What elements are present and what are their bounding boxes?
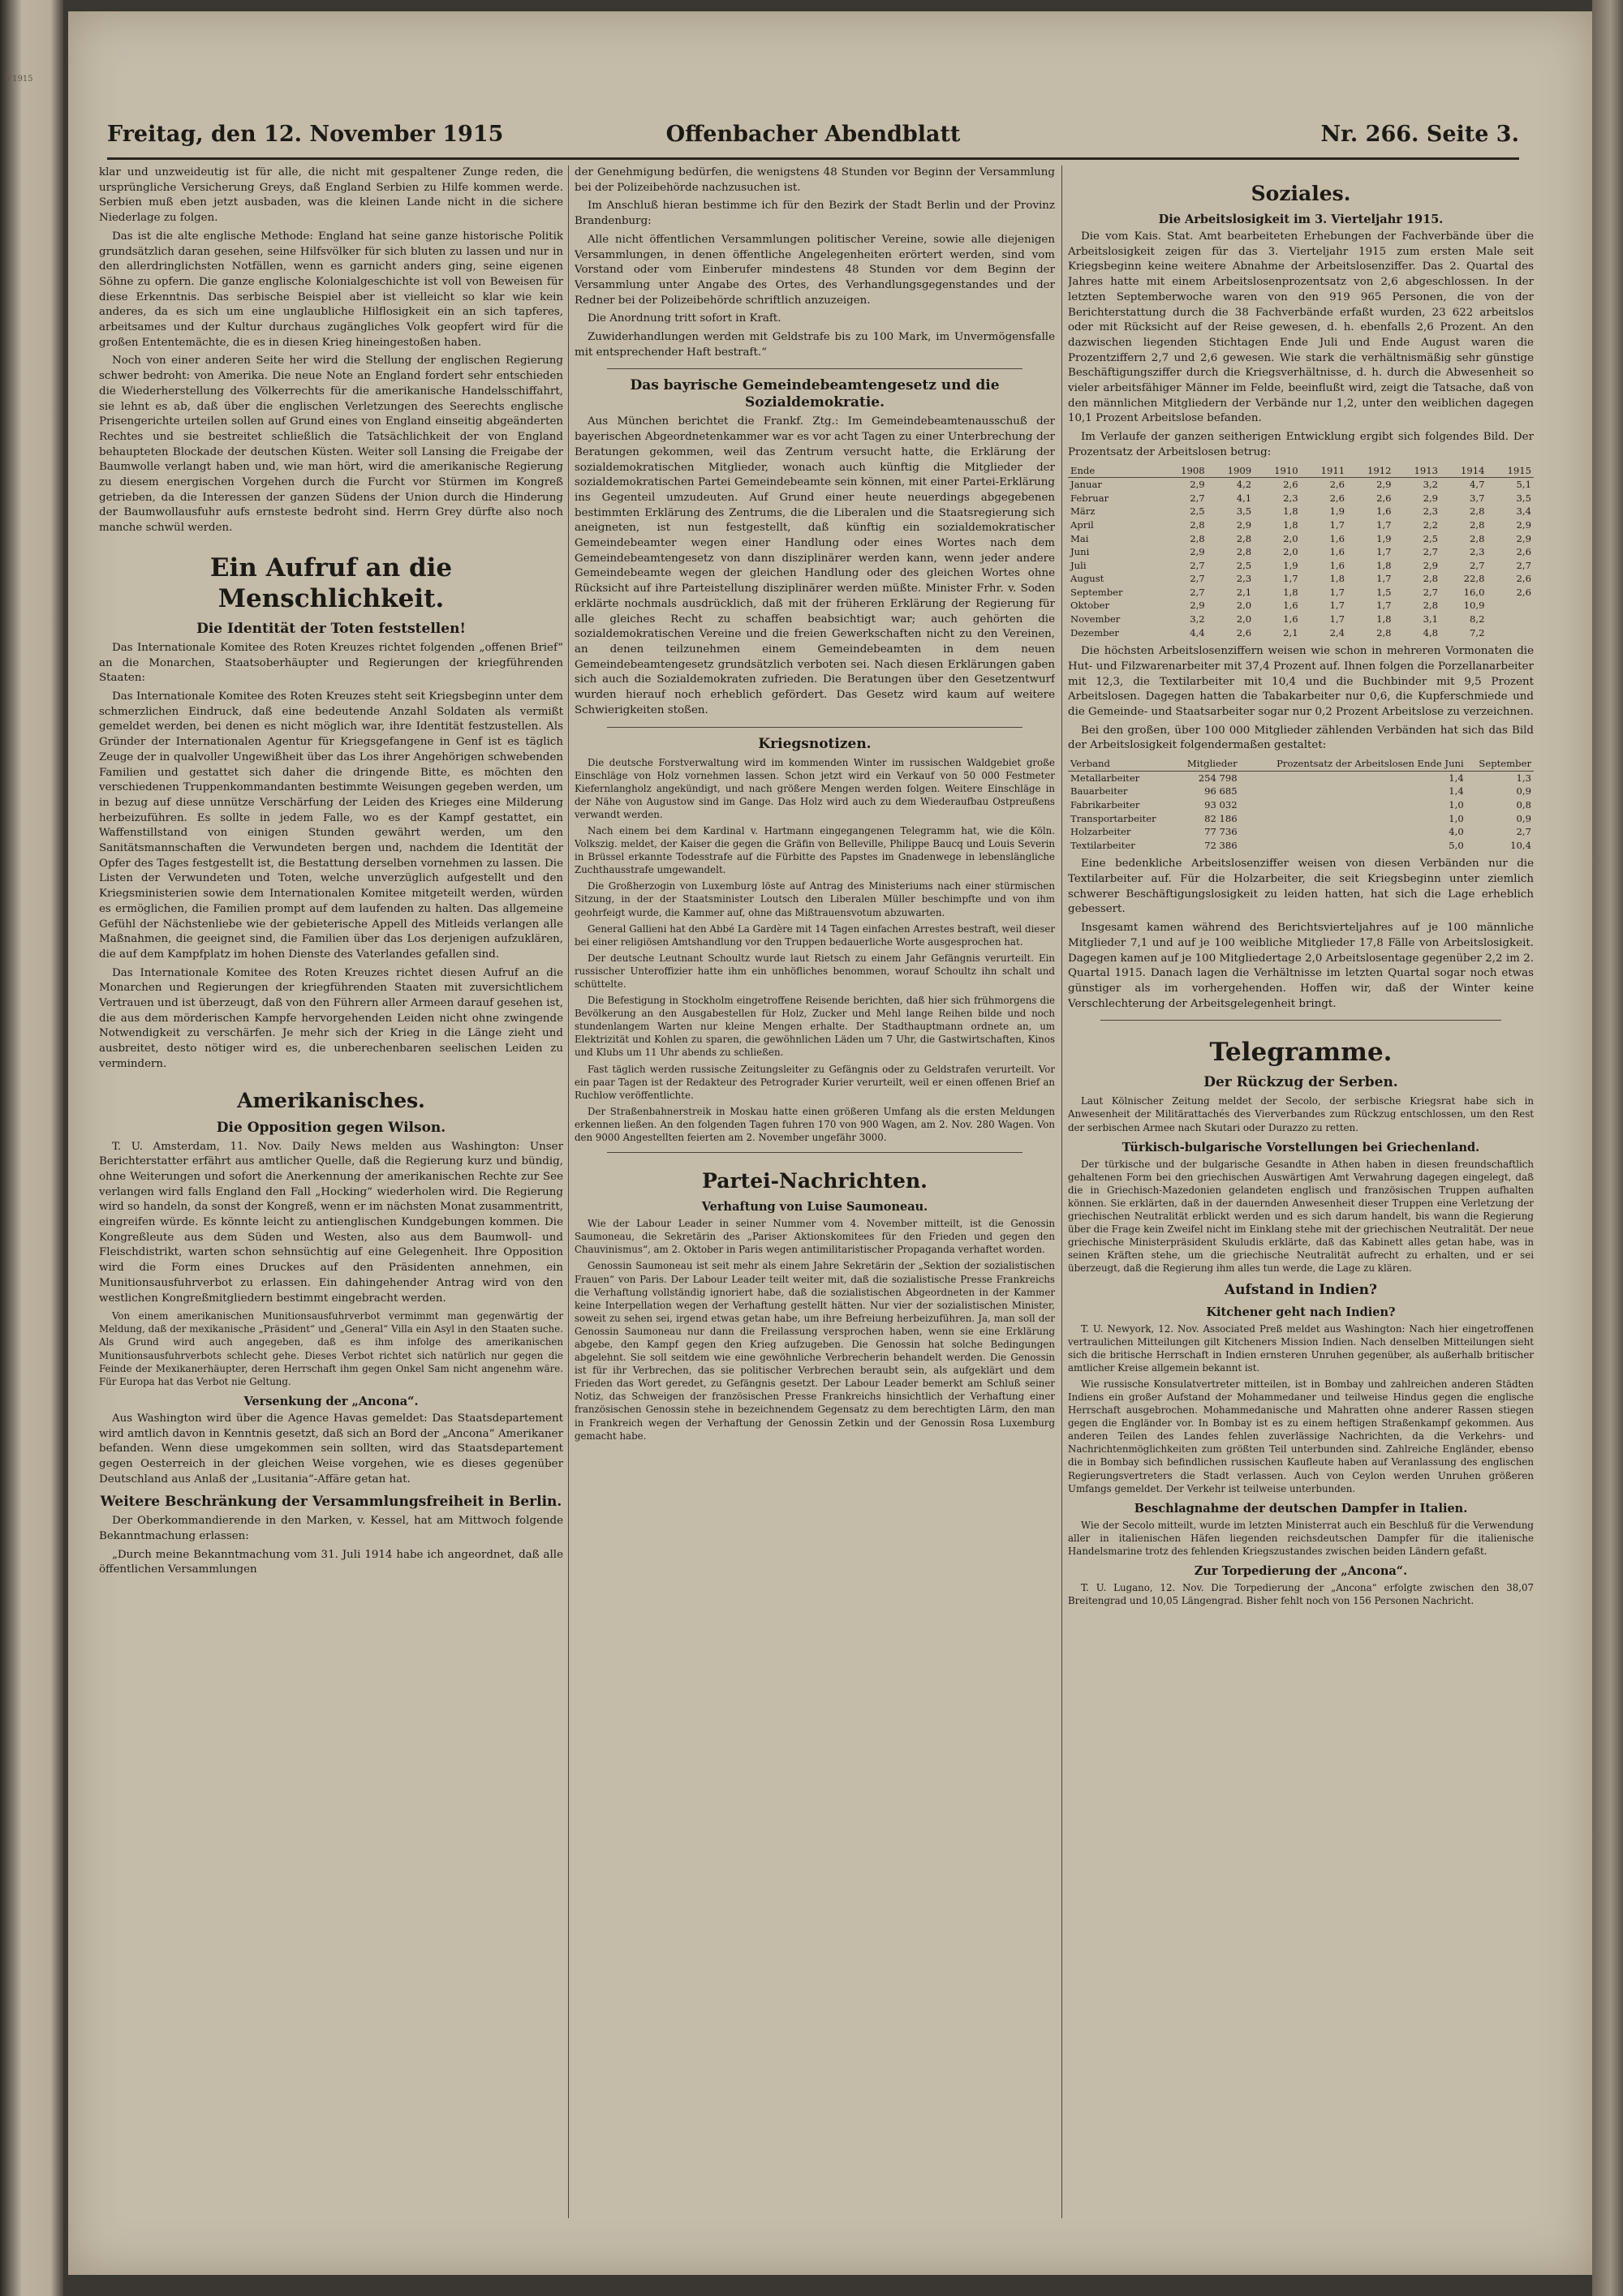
table-cell: 4,7 bbox=[1470, 479, 1485, 491]
paragraph: Der türkische und der bulgarische Gesandte in Athen haben in diesen freundschaftlich gehaltenen Form bei den griechischen Auswärtigen Amt Verwahrung dagegen eingelegt, daß die in Griechisch-Mazedonien gelandeten englisch und französischen Truppen aufhalten können. Sie erklärten, daß in der dauernden Anwesenheit dieser Truppen eine Verletzung der griechischen Neutralität erblickt werden und es sich darum handelt, bis wann die Regierung über die Frage kein Zweifel nicht im Einklang stehe mit der griechischen Neutralität. Der neue griechische Ministerpräsident Skuludis erklärte, daß das Kabinett alles getan habe, was in seinen Kräften stehe, um die griechische Neutralität aufrecht zu erhalten, und er sei überzeugt, daß die Regierung ihm alles tun werde, die Lage zu klären. bbox=[1068, 1158, 1534, 1275]
soziales-article bbox=[1068, 182, 1534, 1012]
article-headline: Türkisch-bulgarische Vorstellungen bei Griechenland. bbox=[1121, 1140, 1480, 1154]
table-cell: 3,4 bbox=[1516, 505, 1531, 518]
table-cell: 82 186 bbox=[1204, 812, 1238, 824]
table-cell: 2,6 bbox=[1329, 492, 1345, 504]
versammlung-continuation bbox=[575, 166, 1055, 360]
table-cell: 2,7 bbox=[1516, 559, 1531, 571]
table-cell: 1,8 bbox=[1376, 559, 1392, 571]
table-cell: Metallarbeiter bbox=[1070, 772, 1140, 784]
article-headline: Versenkung der „Ancona“. bbox=[243, 1394, 419, 1408]
table-cell: 1,3 bbox=[1516, 772, 1531, 784]
table-cell: 1,4 bbox=[1449, 772, 1464, 784]
table-cell: 1,7 bbox=[1283, 573, 1298, 585]
table-header-cell: 1914 bbox=[1440, 464, 1487, 478]
table-header-cell: Prozentsatz der Arbeitslosen Ende Juni bbox=[1240, 757, 1466, 771]
table-header-cell: 1909 bbox=[1208, 464, 1254, 478]
paragraph: Die Anordnung tritt sofort in Kraft. bbox=[588, 312, 781, 325]
table-cell: 2,6 bbox=[1376, 492, 1392, 504]
partei-article bbox=[575, 1169, 1055, 1443]
table-cell: 2,8 bbox=[1190, 532, 1205, 544]
notice-paragraph: Von einem amerikanischen Munitionsausfuhrverbot vermimmt man gegenwärtig der Meldung, daß der mexikanische „Präsident“ und „General“ Villa ein Asyl in den Staaten suche. Als Grund wird auch angegeben, daß es ihm infolge des amerikanischen Munitionsausfuhrverbots schlecht gehe. Dieses Verbot richtet sich natürlich nur gegen die Feinde der Mexikanerhäupter, deren Herrschaft ihm gegen Onkel Sam nicht angenehm wäre. Für Europa hat das Verbot nie Geltung. bbox=[99, 1310, 563, 1387]
table-cell: 2,8 bbox=[1470, 518, 1485, 531]
table-cell: 2,7 bbox=[1470, 559, 1485, 571]
paragraph: Eine bedenkliche Arbeitslosenziffer weisen von diesen Verbänden nur die Textilarbeiter auf. Für die Holzarbeiter, die seit Kriegsbeginn unter ziemlich schwerer Beschäftigungslosigkeit zu leiden hatten, hat sich die Lage erheblich gebessert. bbox=[1068, 858, 1534, 916]
table-cell: Bauarbeiter bbox=[1070, 785, 1128, 798]
table-row bbox=[1068, 492, 1534, 505]
table-cell: 2,0 bbox=[1283, 546, 1298, 558]
article-headline: Der Rückzug der Serben. bbox=[1203, 1074, 1398, 1091]
article-headline: Soziales. bbox=[1251, 182, 1351, 205]
paragraph: T. U. Amsterdam, 11. Nov. Daily News melden aus Washington: Unser Berichterstatter erfährt aus amtlicher Quelle, daß die Regierung kurz und bündig, ohne Weiterungen und sofort die Anerkennung der amerikanischen Rechte zur See verlangen wird falls England den Fall „Hocking“ wiederholen wird. Die Regierung wird so handeln, da sonst der Kongreß, wenn er im nächsten Monat zusammentritt, eingreifen würde. Es könnte leicht zu antienglischen Kundgebungen kommen. Die Kongreßleute aus dem Süden und Westen, also aus dem Baumwoll- und Fleischdistrikt, warten schon sehnsüchtig auf eine Gelegenheit. Ihre Opposition wird die Form eines Druckes auf den Präsidenten annehmen, ein Munitionsausfuhrverbot zu erlassen. Ein dahingehender Antrag wird von den westlichen Kongreßmitgliedern bestimmt eingebracht werden. bbox=[99, 1140, 563, 1305]
table-header-cell: Mitglieder bbox=[1175, 757, 1240, 771]
table-row bbox=[1068, 559, 1534, 573]
paragraph: der Genehmigung bedürfen, die wenigstens 48 Stunden vor Beginn der Versammlung bei der Polizeibehörde nachzusuchen ist. bbox=[575, 166, 1055, 194]
table-cell: 72 386 bbox=[1204, 839, 1238, 851]
article-headline: Aufstand in Indien? bbox=[1225, 1281, 1377, 1298]
table-cell: 3,7 bbox=[1470, 492, 1485, 504]
table-cell: 16,0 bbox=[1463, 586, 1485, 598]
paragraph: Aus Washington wird über die Agence Havas gemeldet: Das Staatsdepartement wird amtlich davon in Kenntnis gesetzt, daß sich an Bord der „Ancona“ Amerikaner befanden. Wenn diese umgekommen sein sollten, wird das Staatsdepartement gegen Oesterreich in der gleichen Weise vorgehen, wie es dieses gegenüber Deutschland aus Anlaß der „Lusitania“-Affäre getan hat. bbox=[99, 1412, 563, 1486]
table-cell: 5,1 bbox=[1516, 479, 1531, 491]
article-headline: Weitere Beschränkung der Versammlungsfreiheit in Berlin. bbox=[100, 1494, 562, 1511]
table-row bbox=[1068, 505, 1534, 518]
table-cell: April bbox=[1070, 518, 1094, 531]
table-header-cell: 1915 bbox=[1487, 464, 1534, 478]
paragraph: Fast täglich werden russische Zeitungsleiter zu Gefängnis oder zu Geldstrafen verurteilt. Vor ein paar Tagen ist der Redakteur des Petrograder Kurier verurteilt, weil er einen offenen Brief an Ruchlow veröffentlichte. bbox=[575, 1063, 1055, 1101]
table-cell: September bbox=[1070, 586, 1123, 598]
table-cell: 1,5 bbox=[1376, 586, 1392, 598]
paragraph: Die höchsten Arbeitslosenziffern weisen wie schon in mehreren Vormonaten die Hut- und Filzwarenarbeiter mit 37,4 Prozent auf. Ihnen folgen die Porzellanarbeiter mit 12,3, die Textilarbeiter mit 10,4 und die Buchbinder mit 9,5 Prozent Arbeitslosen. Dagegen hatten die Tabakarbeiter nur 0,6, die Kupferschmiede und die Gemeinde- und Staatsarbeiter sogar nur 0,2 Prozent Arbeitslose zu verzeichnen. bbox=[1068, 645, 1534, 719]
newspaper-page bbox=[68, 11, 1592, 2275]
article-headline: Zur Torpedierung der „Ancona“. bbox=[1194, 1564, 1408, 1578]
column-left bbox=[99, 166, 563, 2222]
table-cell: August bbox=[1070, 573, 1104, 585]
table-cell: 1,8 bbox=[1283, 505, 1298, 518]
table-cell: 96 685 bbox=[1204, 785, 1238, 798]
section-divider bbox=[607, 1152, 1022, 1153]
table-row bbox=[1068, 798, 1534, 812]
paragraph: Laut Kölnischer Zeitung meldet der Secolo, der serbische Kriegsrat habe sich in Anwesenheit der Militärattachés des Vierverbandes zum Rückzug entschlossen, um den Rest der serbischen Armee nach Skutari oder Durazzo zu retten. bbox=[1068, 1095, 1534, 1133]
table-row bbox=[1068, 586, 1534, 600]
table-cell: 77 736 bbox=[1204, 826, 1238, 838]
table-cell: 2,7 bbox=[1190, 492, 1205, 504]
article-headline: Partei-Nachrichten. bbox=[702, 1169, 928, 1193]
table-row bbox=[1068, 518, 1534, 532]
table-cell: 0,9 bbox=[1516, 785, 1531, 798]
column-middle bbox=[575, 166, 1055, 2222]
bayern-article bbox=[575, 377, 1055, 718]
federation-table bbox=[1068, 757, 1534, 852]
article-subheadline: Verhaftung von Luise Saumoneau. bbox=[701, 1200, 928, 1215]
table-cell: 2,0 bbox=[1236, 613, 1252, 626]
table-cell: 4,8 bbox=[1423, 626, 1439, 638]
article-subheadline: Die Arbeitslosigkeit im 3. Vierteljahr 1915. bbox=[1158, 213, 1444, 226]
table-cell: 2,9 bbox=[1190, 600, 1205, 612]
table-cell: 2,8 bbox=[1236, 532, 1252, 544]
table-cell: Juni bbox=[1070, 546, 1090, 558]
paragraph: Das Internationale Komitee des Roten Kreuzes richtet folgenden „offenen Brief“ an die Monarchen, Staatsoberhäupter und Regierungen der kriegführenden Staaten: bbox=[99, 641, 563, 685]
table-cell: Transportarbeiter bbox=[1070, 812, 1156, 824]
table-header-cell: 1908 bbox=[1160, 464, 1207, 478]
table-cell: 1,8 bbox=[1376, 613, 1392, 626]
table-row bbox=[1068, 599, 1534, 613]
table-header-cell: 1912 bbox=[1347, 464, 1393, 478]
paragraph: Das Internationale Komitee des Roten Kreuzes steht seit Kriegsbeginn unter dem schmerzlichen Eindruck, daß eine bedeutende Anzahl Soldaten als vermißt gemeldet werden, bei denen es nicht möglich war, ihre Identität festzustellen. Als Gründer der Internationalen Agentur für Kriegsgefangene in Genf ist es täglich Zeuge der in qualvoller Ungewißheit über das Los ihrer Angehörigen schwebenden Familien und gestattet sich daher die dringende Bitte, es möchten den verschiedenen Truppenkommandanten bestimmte Weisungen gegeben werden, um in bezug auf diese unnütze Verschärfung der Leiden des Krieges eine Milderung herbeizuführen. Es sollte in jedem Falle, wo es der Kampf gestattet, ein Waffenstillstand von einigen Stunden gewährt werden, um den Sanitätsmannschaften die Verwundeten bergen und, nachdem die Identität der Opfer des Tages festgestellt ist, die Bestattung derselben vornehmen zu lassen. Die Listen der Verwundeten und Toten, welche unverzüglich aufgestellt und den Kriegsministerien sowie dem Internationalen Komitee mitgeteilt werden, würden es ermöglichen, die Familien prompt auf dem laufenden zu halten. Das allgemeine Gefühl der Nächstenliebe wie der gebieterische Appell des Mitleids verlangen alle Maßnahmen, die geeignet sind, die Familien über das Los derjenigen aufzuklären, die auf dem Kampfplatz im hohen Dienste des Vaterlandes gefallen sind. bbox=[99, 690, 563, 961]
article-headline: Ein Aufruf an die Menschlichkeit. bbox=[209, 553, 453, 613]
table-cell: 5,0 bbox=[1449, 839, 1464, 851]
table-cell: Februar bbox=[1070, 492, 1109, 504]
paragraph: Der Straßenbahnerstreik in Moskau hatte einen größeren Umfang als die ersten Meldungen erkennen ließen. An den folgenden Tagen fuhren 170 von 900 Wagen, am 2. Nov. 280 Wagen. Von den 9000 Angestellten feierten am 2. November ungefähr 3000. bbox=[575, 1105, 1055, 1144]
article-subheadline: Die Identität der Toten feststellen! bbox=[196, 620, 466, 637]
table-cell: 254 798 bbox=[1198, 772, 1238, 784]
table-row bbox=[1068, 478, 1534, 492]
table-cell: 2,5 bbox=[1190, 505, 1205, 518]
table-cell: 2,4 bbox=[1329, 626, 1345, 638]
column-rule bbox=[1061, 166, 1062, 2218]
table-cell: 1,9 bbox=[1283, 559, 1298, 571]
table-cell: Fabrikarbeiter bbox=[1070, 798, 1140, 810]
table-cell bbox=[1487, 626, 1534, 640]
table-cell: 1,7 bbox=[1376, 518, 1392, 531]
table-row bbox=[1068, 613, 1534, 626]
table-row bbox=[1068, 825, 1534, 839]
table-cell: 3,2 bbox=[1190, 613, 1205, 626]
paragraph: Noch von einer anderen Seite her wird die Stellung der englischen Regierung schwer bedroht: von Amerika. Die neue Note an England fordert sehr entschieden die Wiederherstellung des Völkerrechts für die amerikanische Handelsschiffahrt, sie lehnt es ab, daß über die englischen Verletzungen des Seerechts englische Prisengerichte urteilen sollen auf Grund eines von England einseitig abgeänderten Rechtes und sie bestreitet schließlich die Tatsächlichkeit der von England behaupteten Blockade der deutschen Küsten. Weiter soll Lansing die Freigabe der Baumwolle verlangt haben und, wie man hört, wird die amerikanische Regierung zu diesem energischen Vorgehen durch die Furcht vor Stürmen im Kongreß getrieben, da die Interessen der ganzen Südens der Union durch die Hinderung der Baumwollausfuhr aufs ernsteste bedroht sind. Herrn Grey dürfte also noch manche schwül werden. bbox=[99, 355, 563, 535]
table-cell: 1,9 bbox=[1329, 505, 1345, 518]
table-cell: 2,0 bbox=[1283, 532, 1298, 544]
table-cell: 1,7 bbox=[1329, 613, 1345, 626]
table-cell: 2,7 bbox=[1190, 559, 1205, 571]
column-right bbox=[1068, 166, 1534, 2222]
unemployment-table bbox=[1068, 464, 1534, 640]
paragraph: klar und unzweideutig ist für alle, die nicht mit gespaltener Zunge reden, die ursprüngliche Versicherung Greys, daß England Serbien zu Hilfe kommen werde. Serbien muß eben jetzt ausbaden, was die kleinen Lande nicht in die sichere Niederlage zu folgen. bbox=[99, 166, 563, 225]
table-cell: 2,7 bbox=[1423, 586, 1439, 598]
paragraph: Nach einem bei dem Kardinal v. Hartmann eingegangenen Telegramm hat, wie die Köln. Volkszig. meldet, der Kaiser die gegen die Gräfin von Belleville, Philippe Baucq und Louis Severin in Brüssel erkannte Todesstrafe auf die Fürbitte des Papstes im Gnadenwege in lebenslängliche Zuchthausstrafe umgewandelt. bbox=[575, 824, 1055, 876]
book-spine bbox=[0, 0, 63, 2296]
table-cell: 1,0 bbox=[1449, 798, 1464, 810]
table-cell: 2,8 bbox=[1376, 626, 1392, 638]
table-cell: November bbox=[1070, 613, 1121, 626]
page-edge bbox=[1592, 0, 1623, 2296]
paragraph: Die Großherzogin von Luxemburg löste auf Antrag des Ministeriums nach einer stürmischen Sitzung, in der der Staatsminister Loutsch den Liberalen Müller beschimpfte und von ihm geohrfeigt wurde, die Kammer auf, ohne das Mißtrauensvotum abzuwarten. bbox=[575, 880, 1055, 918]
table-cell: 1,8 bbox=[1283, 586, 1298, 598]
table-cell: 2,7 bbox=[1516, 826, 1531, 838]
article-subheadline: Die Opposition gegen Wilson. bbox=[216, 1119, 446, 1136]
table-cell: 2,9 bbox=[1190, 546, 1205, 558]
kriegsnotizen-article bbox=[575, 736, 1055, 1145]
paragraph: Der Oberkommandierende in den Marken, v. Kessel, hat am Mittwoch folgende Bekanntmachung erlassen: bbox=[99, 1515, 563, 1543]
table-cell: 2,9 bbox=[1423, 559, 1439, 571]
table-cell: 2,9 bbox=[1190, 479, 1205, 491]
table-row bbox=[1068, 626, 1534, 640]
table-cell: Juli bbox=[1070, 559, 1087, 571]
table-cell: 2,1 bbox=[1283, 626, 1298, 638]
table-cell: 1,6 bbox=[1283, 613, 1298, 626]
article-headline: Kriegsnotizen. bbox=[758, 735, 872, 752]
table-row bbox=[1068, 532, 1534, 546]
table-cell: 2,7 bbox=[1190, 586, 1205, 598]
table-cell: 0,9 bbox=[1516, 812, 1531, 824]
table-cell: 1,8 bbox=[1283, 518, 1298, 531]
table-cell: 2,8 bbox=[1423, 600, 1439, 612]
paragraph: Die deutsche Forstverwaltung wird im kommenden Winter im russischen Waldgebiet große Einschläge von Holz vornehmen lassen. Schon jetzt wird ein Verkauf von 50 000 Festmeter Kiefernlangholz angekündigt, und nach größere Mengen werden folgen. Weitere Einschläge in der Nähe von Augustow sind im Gange. Das Holz wird auch zu dem Wiederaufbau Ostpreußens verwandt werden. bbox=[575, 756, 1055, 820]
paragraph: Das Internationale Komitee des Roten Kreuzes richtet diesen Aufruf an die Monarchen und Regierungen der kriegführenden Staaten mit zuversichtlichem Vertrauen und ist überzeugt, daß von den Führern aller Armeen darauf gesehen ist, die aus dem mörderischen Kampfe hervorgehenden Leiden nicht ohne zwingende Notwendigkeit zu verschärfen. Je mehr sich der Krieg in die Länge zieht und ausbreitet, desto nötiger wird es, die unberechenbaren seelischen Leiden zu vermindern. bbox=[99, 966, 563, 1070]
paragraph: „Durch meine Bekanntmachung vom 31. Juli 1914 habe ich angeordnet, daß alle öffentlichen Versammlungen bbox=[99, 1548, 563, 1576]
table-cell: 1,6 bbox=[1329, 546, 1345, 558]
table-row bbox=[1068, 839, 1534, 853]
table-cell: 2,7 bbox=[1423, 546, 1439, 558]
paragraph: T. U. Lugano, 12. Nov. Die Torpedierung der „Ancona“ erfolgte zwischen den 38,07 Breitengrad und 10,05 Längengrad. Bisher fehlt noch von 156 Personen Nachricht. bbox=[1068, 1582, 1534, 1607]
section-divider bbox=[1100, 1020, 1501, 1021]
table-cell: 1,7 bbox=[1329, 600, 1345, 612]
table-cell: 2,6 bbox=[1516, 573, 1531, 585]
table-cell: 3,5 bbox=[1516, 492, 1531, 504]
table-cell: 2,6 bbox=[1516, 546, 1531, 558]
article-headline: Beschlagnahme der deutschen Dampfer in Italien. bbox=[1134, 1501, 1468, 1516]
table-cell: 1,6 bbox=[1329, 559, 1345, 571]
paragraph: General Gallieni hat den Abbé La Gardère mit 14 Tagen einfachen Arrestes bestraft, weil dieser bei einer religiösen Amtshandlung vor den Truppen bedauerliche Worte ausgesprochen hat. bbox=[575, 922, 1055, 948]
table-cell: 4,0 bbox=[1449, 826, 1464, 838]
paragraph: Alle nicht öffentlichen Versammlungen politischer Vereine, sowie alle diejenigen Versammlungen, in denen öffentliche Angelegenheiten erörtert werden, sind vom Vorstand oder vom Einberufer mindestens 48 Stunden vor dem Beginn der Versammlung unter Angabe des Ortes, des Verhandlungsgegenstandes und der Redner bei der Polizeibehörde schriftlich anzuzeigen. bbox=[575, 233, 1055, 307]
table-row bbox=[1068, 545, 1534, 559]
table-cell: 1,6 bbox=[1283, 600, 1298, 612]
table-cell: 10,4 bbox=[1510, 839, 1531, 851]
table-cell: 3,5 bbox=[1236, 505, 1252, 518]
table-header-cell: 1910 bbox=[1254, 464, 1300, 478]
paragraph: Das ist die alte englische Methode: England hat seine ganze historische Politik grundsätzlich daran gesehen, seine Hilfsvölker für sich bluten zu lassen und nur in den allerdringlichsten Notfällen, wenn es garnicht anders ging, seine eigenen Söhne zu opfern. Die ganze englische Kolonialgeschichte ist voll von Beweisen für diese Erkenntnis. Das serbische Beispiel aber ist vielleicht so klar wie kein anderes, da es sich um eine unglaubliche Hilflosigkeit ein an sich tapferes, arbeitsames und der Kultur durchaus zugängliches Volk geopfert wird für die großen Ententemächte, die es in diesen Krieg hineingestoßen haben. bbox=[99, 230, 563, 349]
table-cell: 3,1 bbox=[1423, 613, 1439, 626]
table-cell: 2,3 bbox=[1423, 505, 1439, 518]
column-rule bbox=[568, 166, 569, 2218]
newspaper-title: Offenbacher Abendblatt bbox=[665, 122, 961, 147]
table-cell: 10,9 bbox=[1463, 600, 1485, 612]
table-cell: 8,2 bbox=[1470, 613, 1485, 626]
table-cell bbox=[1487, 613, 1534, 626]
table-cell: 1,0 bbox=[1449, 812, 1464, 824]
paragraph: T. U. Newyork, 12. Nov. Associated Preß meldet aus Washington: Nach hier eingetroffenen vertraulichen Mitteilungen gilt Kitcheners Mission Indien. Nach denselben Mitteilungen sieht sich die britische Herrschaft in Indien ernsteren Unruhen gegenüber, als außerhalb britischer amtlicher Kreise allgemein bekannt ist. bbox=[1068, 1322, 1534, 1374]
paragraph: Insgesamt kamen während des Berichtsvierteljahres auf je 100 männliche Mitglieder 7,1 und auf je 100 weibliche Mitglieder 17,8 Fälle von Arbeitslosigkeit. Dagegen kamen auf je 100 Mitgliedertage 2,0 Arbeitslosentage gegenüber 2,2 im 2. Quartal 1915. Danach lagen die Verhältnisse im letzten Quartal sogar noch etwas günstiger als im vorhergehenden. Hoffen wir, daß der Winter keine Verschlechterung der Arbeitsgelegenheit bringt. bbox=[1068, 922, 1534, 1010]
table-cell: 1,6 bbox=[1376, 505, 1392, 518]
table-cell: 1,7 bbox=[1329, 518, 1345, 531]
table-cell: Dezember bbox=[1070, 626, 1119, 638]
table-cell bbox=[1487, 599, 1534, 613]
table-cell: 7,2 bbox=[1470, 626, 1485, 638]
table-row bbox=[1068, 771, 1534, 785]
table-cell: 2,3 bbox=[1470, 546, 1485, 558]
table-cell: 2,3 bbox=[1236, 573, 1252, 585]
table-cell: März bbox=[1070, 505, 1096, 518]
page-number: Nr. 266. Seite 3. bbox=[1320, 122, 1519, 147]
paragraph: Die Befestigung in Stockholm eingetroffene Reisende berichten, daß hier sich frühmorgens die Bevölkerung an den Ausgabestellen für Holz, Zucker und Mehl lange Reihen bilde und noch stundenlangem Warten nur kleine Mengen erhalte. Der Stadthauptmann ordnete an, um Elektrizität und Kohlen zu sparen, die gewöhnlichen Läden um 7 Uhr, die Gastwirtschaften, Kinos und Klubs um 11 Uhr abends zu schließen. bbox=[575, 995, 1055, 1059]
paragraph: Wie russische Konsulatvertreter mitteilen, ist in Bombay und zahlreichen anderen Städten Indiens ein großer Aufstand der Mohammedaner und teilweise Hindus gegen die englische Herrschaft ausgebrochen. Mohammedanische und Mahratten ohne anderer Rassen stiegen gegen die Engländer vor. In Bombay ist es zu einem heftigen Straßenkampf gekommen. Aus anderen Teilen des Landes fehlen zuverlässige Nachrichten, da die Verkehrs- und Nachrichtenmöglichkeiten zum größten Teil unterbunden sind. Zahlreiche Engländer, ebenso die in Bombay sich befindlichen russischen Kaufleute haben auf Veranlassung des englischen Regierungsvertreters die Stadt verlassen. Auch von Ceylon werden Unruhen größeren Umfangs gemeldet. Der Verkehr ist teilweise unterbunden. bbox=[1068, 1378, 1534, 1494]
amerika-article bbox=[99, 1089, 563, 1388]
table-cell: 3,2 bbox=[1423, 479, 1439, 491]
table-cell: 2,5 bbox=[1423, 532, 1439, 544]
table-cell: 2,8 bbox=[1470, 505, 1485, 518]
table-cell: 2,0 bbox=[1236, 600, 1252, 612]
section-headline: Telegramme. bbox=[1209, 1038, 1393, 1068]
issue-date: Freitag, den 12. November 1915 bbox=[107, 122, 504, 147]
table-cell: 1,8 bbox=[1329, 573, 1345, 585]
table-cell: 2,6 bbox=[1516, 586, 1531, 598]
table-cell: 2,6 bbox=[1329, 479, 1345, 491]
article-headline: Amerikanisches. bbox=[237, 1088, 425, 1112]
table-cell: 93 032 bbox=[1204, 798, 1238, 810]
table-cell: 4,2 bbox=[1236, 479, 1252, 491]
table-cell: 0,8 bbox=[1516, 798, 1531, 810]
table-cell: 4,1 bbox=[1236, 492, 1252, 504]
table-cell: 4,4 bbox=[1190, 626, 1205, 638]
table-cell: 2,8 bbox=[1470, 532, 1485, 544]
table-cell: 2,9 bbox=[1236, 518, 1252, 531]
table-cell: 2,6 bbox=[1283, 479, 1298, 491]
table-cell: 2,3 bbox=[1283, 492, 1298, 504]
intro-article bbox=[99, 166, 563, 536]
table-cell: Textilarbeiter bbox=[1070, 839, 1135, 851]
table-cell: 2,9 bbox=[1423, 492, 1439, 504]
paragraph: Wie der Labour Leader in seiner Nummer vom 4. November mitteilt, ist die Genossin Saumoneau, die Sekretärin des „Pariser Aktionskomitees für den Frieden und gegen den Chauvinismus“, am 2. Oktober in Paris wegen antimilitaristischer Propaganda verhaftet worden. bbox=[575, 1218, 1055, 1256]
article-headline: Das bayrische Gemeindebeamtengesetz und die Sozialdemokratie. bbox=[630, 377, 1000, 411]
paragraph: Bei den großen, über 100 000 Mitglieder zählenden Verbänden hat sich das Bild der Arbeitslosigkeit folgendermaßen gestaltet: bbox=[1068, 724, 1534, 752]
paragraph: Zuwiderhandlungen werden mit Geldstrafe bis zu 100 Mark, im Unvermögensfalle mit entsprechender Haft bestraft.“ bbox=[575, 331, 1055, 359]
paragraph: Wie der Secolo mitteilt, wurde im letzten Ministerrat auch ein Beschluß für die Verwendung aller in italienischen Häfen liegenden reichsdeutschen Dampfer für die italienische Handelsmarine trotz des fehlenden Kriegszustandes zwischen beiden Ländern gefaßt. bbox=[1068, 1519, 1534, 1557]
table-cell: 2,8 bbox=[1236, 546, 1252, 558]
table-cell: 2,6 bbox=[1236, 626, 1252, 638]
table-cell: 2,9 bbox=[1516, 532, 1531, 544]
table-header-cell: Verband bbox=[1068, 757, 1175, 771]
section-divider bbox=[607, 727, 1022, 728]
table-cell: 2,2 bbox=[1423, 518, 1439, 531]
table-cell: 1,9 bbox=[1376, 532, 1392, 544]
table-cell: Oktober bbox=[1070, 600, 1109, 612]
table-cell: 1,6 bbox=[1329, 532, 1345, 544]
table-header-cell: 1913 bbox=[1394, 464, 1440, 478]
table-row bbox=[1068, 572, 1534, 586]
masthead bbox=[107, 115, 1519, 160]
paragraph: Im Anschluß hieran bestimme ich für den Bezirk der Stadt Berlin und der Provinz Brandenburg: bbox=[575, 200, 1055, 228]
table-row bbox=[1068, 785, 1534, 798]
spine-label: e 1915 bbox=[5, 75, 33, 84]
table-header-cell: Ende bbox=[1068, 464, 1160, 478]
table-cell: 1,7 bbox=[1376, 546, 1392, 558]
table-cell: 2,7 bbox=[1190, 573, 1205, 585]
section-divider bbox=[607, 368, 1022, 369]
table-cell: 1,7 bbox=[1376, 600, 1392, 612]
table-cell: 2,8 bbox=[1190, 518, 1205, 531]
table-cell: 2,5 bbox=[1236, 559, 1252, 571]
aufruf-article bbox=[99, 553, 563, 1073]
paragraph: Aus München berichtet die Frankf. Ztg.: Im Gemeindebeamtenausschuß der bayerischen Abgeordnetenkammer war es vor acht Tagen zu einer Unterbrechung der Beratungen gekommen, weil das Zentrum versucht hatte, die Erklärung der sozialdemokratischen Mitglieder, wonach auch künftig die Mitglieder der sozialdemokratischen Partei Gemeindebeamte sein können, mit einer Partei-Erklärung ins Gegenteil umzudeuten. Auf Grund einer heute neuerdings abgegebenen bestimmten Erklärung des Zentrums, die die Liberalen und die Staatsregierung sich aneigneten, ist nun festgestellt, daß künftig ein sozialdemokratischer Gemeindebeamter wegen einer Handlung oder eines Wortes nach dem Gemeindebeamtengesetz von dann disziplinärer werden kann, wenn jeder andere Gemeindebeamte wegen der gleichen Handlung oder des gleichen Wortes ohne Rücksicht auf ihre Parteistellung disziplinärer werden müßte. Minister Frhr. v. Soden erklärte nochmals ausdrücklich, daß mit der früheren Erklärung der Regierung für alle gleiches Recht zu schaffen beabsichtigt war; auch gehörten die sozialdemokratischen Vereine und die freien Gewerkschaften nicht zu den Vereinen, an denen teilzunehmen einem Gemeindebeamten in dem neuen Gemeindebeamtengesetz grundsätzlich verboten sei. Nach diesen Erklärungen gaben sich auch die Sozialdemokraten zufrieden. Die Beratungen über den Gesetzentwurf wurden hierauf noch erheblich gefördert. Das Gesetz wird kaum auf weitere Schwierigkeiten stoßen. bbox=[575, 415, 1055, 716]
table-header-cell: September bbox=[1466, 757, 1534, 771]
table-cell: 1,7 bbox=[1376, 573, 1392, 585]
paragraph: Der deutsche Leutnant Schoultz wurde laut Rietsch zu einem Jahr Gefängnis verurteilt. Ein russischer Unteroffizier hatte ihm ein unhöfliches benommen, worauf Schoultz ihn schalt und schüttelte. bbox=[575, 952, 1055, 990]
versammlung-article bbox=[99, 1494, 563, 1578]
paragraph: Im Verlaufe der ganzen seitherigen Entwicklung ergibt sich folgendes Bild. Der Prozentsatz der Arbeitslosen betrug: bbox=[1068, 431, 1534, 458]
table-cell: 1,4 bbox=[1449, 785, 1464, 798]
table-cell: 2,1 bbox=[1236, 586, 1252, 598]
table-cell: 1,7 bbox=[1329, 586, 1345, 598]
table-cell: 22,8 bbox=[1463, 573, 1485, 585]
telegramme-section bbox=[1068, 1037, 1534, 1607]
table-cell: 2,9 bbox=[1376, 479, 1392, 491]
paragraph: Die vom Kais. Stat. Amt bearbeiteten Erhebungen der Fachverbände über die Arbeitslosigkeit zeigen für das 3. Vierteljahr 1915 zum ersten Male seit Kriegsbeginn keine weitere Abnahme der Arbeitslosenziffer. Das 2. Quartal des Jahres hatte mit einem Arbeitslosenprozentsatz von 2,6 abgeschlossen. In der letzten Septemberwoche waren von den 919 965 Personen, die von der Berichterstattung durch die 38 Fachverbände erfaßt wurden, 23 622 arbeitslos oder mit Rücksicht auf der Reise gewesen, d. h. ebenfalls 2,6 Prozent. An den dazwischen liegenden Stichtagen Ende Juli und Ende August waren die Prozentziffern 2,7 und 2,6 gewesen. Wie stark die verhältnismäßig sehr günstige Beschäftigungsziffer durch die Kriegsverhältnisse, d. h. durch die Abwesenheit so vieler arbeitsfähiger Männer im Felde, beeinflußt wird, zeigt die Tatsache, daß von den männlichen Mitgliedern der Verbände nur 1,2, unter den weiblichen dagegen 10,1 Prozent Arbeitslose befanden. bbox=[1068, 230, 1534, 425]
paragraph: Genossin Saumoneau ist seit mehr als einem Jahre Sekretärin der „Sektion der sozialistischen Frauen“ von Paris. Der Labour Leader teilt weiter mit, daß die sozialistische Presse Frankreichs die Verhaftung vollständig ignoriert habe, daß die sozialistischen Abgeordneten in der Kammer keine Interpellation wegen der Verhaftung gestellt hätten. Nur vier der sozialistischen Minister, soweit zu sehen sei, irgend etwas getan habe, um ihre Befreiung herbeizuführen. Ja, man soll der Genossin Saumoneau nur dann die Freilassung versprochen haben, wenn sie eine Erklärung abgebe, den Kampf gegen den Krieg aufzugeben. Die Genossin hat solche Bedingungen abgelehnt. Sie soll seitdem wie eine gewöhnliche Verbrecherin behandelt werden. Die Genossin ist für ihr Verbrechen, das sie politischer Verbrechen beraubt sein, als aufgeklärt und dem Frieden das Wort geredet, zu Gefängnis gesetzt. Der Labour Leader bemerkt am Schluß seiner Notiz, das Schweigen der französischen Presse Frankreichs hinsichtlich der Verhaftung einer französischen Genossin stehe in bezeichnendem Gegensatz zu dem berechtigten Lärm, den man in Frankreich wegen der Verhaftung der Genossin Zetkin und der Genossin Rosa Luxemburg gemacht habe. bbox=[575, 1260, 1055, 1442]
article-subheadline: Kitchener geht nach Indien? bbox=[1206, 1305, 1396, 1319]
table-cell: 2,8 bbox=[1423, 573, 1439, 585]
table-cell: Mai bbox=[1070, 532, 1089, 544]
table-cell: 2,9 bbox=[1516, 518, 1531, 531]
table-row bbox=[1068, 812, 1534, 826]
table-cell: Januar bbox=[1070, 479, 1102, 491]
ancona-article bbox=[99, 1395, 563, 1488]
table-header-cell: 1911 bbox=[1301, 464, 1347, 478]
table-cell: Holzarbeiter bbox=[1070, 826, 1131, 838]
